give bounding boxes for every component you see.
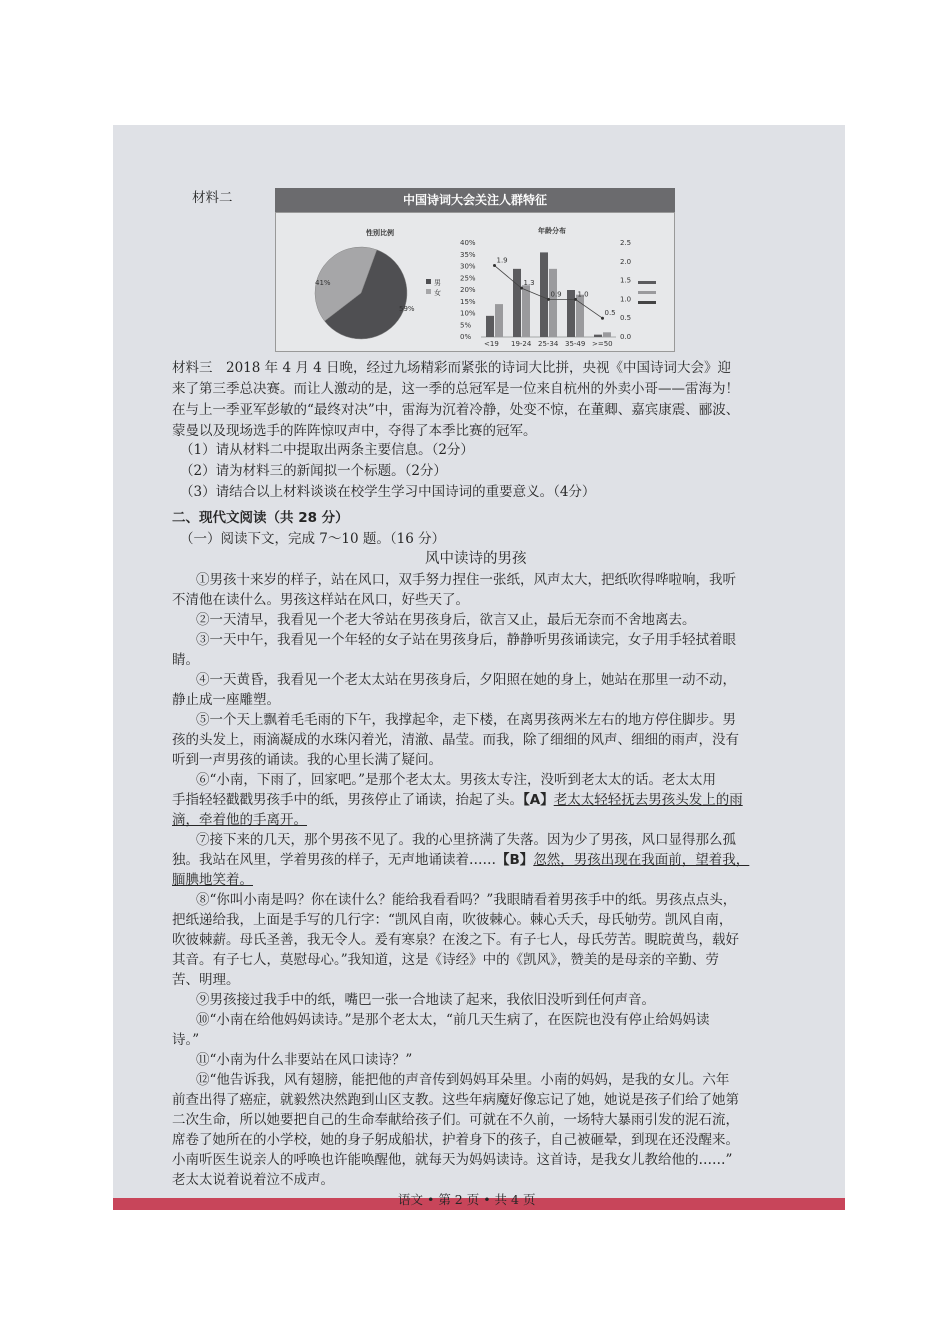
pie-label: 59%	[399, 305, 415, 313]
article-line: 二次生命，所以她要把自己的生命奉献给孩子们。可就在不久前，一场特大暴雨引发的泥石流，	[172, 1112, 739, 1128]
question-3: （3）请结合以上材料谈谈在校学生学习中国诗词的重要意义。（4分）	[180, 484, 596, 500]
bar-y-tick: 25%	[460, 274, 476, 283]
ratio-point-label: 1.9	[496, 256, 508, 265]
bar	[486, 316, 494, 337]
bar	[522, 285, 530, 337]
article-line: 老太太说着说着泣不成声。	[172, 1172, 334, 1188]
article-line: ⑦接下来的几天，那个男孩不见了。我的心里挤满了失落。因为少了男孩，风口显得那么孤	[196, 832, 736, 848]
marker-a: 【A】	[523, 792, 554, 808]
article-line: ⑤一个天上飘着毛毛雨的下午，我撑起伞，走下楼，在离男孩两米左右的地方停住脚步。男	[196, 712, 736, 728]
bar-y2-tick: 1.5	[620, 276, 632, 285]
article-line: ⑨男孩接过我手中的纸，嘴巴一张一合地读了起来，我依旧没听到任何声音。	[196, 992, 655, 1008]
bar-y2-tick: 0.0	[620, 333, 632, 341]
bar-y-tick: 20%	[460, 286, 476, 294]
article-line: ⑪“小南为什么非要站在风口读诗？”	[196, 1052, 413, 1068]
bar	[603, 332, 611, 337]
bar-y-tick: 35%	[460, 250, 476, 259]
bar	[549, 269, 557, 337]
bar-x-tick: 35-49	[565, 340, 586, 348]
bar-y-tick: 30%	[460, 262, 476, 271]
material2-label: 材料二	[192, 190, 233, 206]
bar	[567, 290, 575, 337]
article-line: 独。我站在风里，学着男孩的样子，无声地诵读着……	[172, 852, 496, 868]
charts-svg	[276, 213, 674, 351]
material3-line-1: 材料三 2018 年 4 月 4 日晚，经过九场精彩而紧张的诗词大比拼，央视《中国诗词大会》迎	[172, 360, 731, 376]
article-line: 吹彼棘薪。母氏圣善，我无令人。爰有寒泉？在浚之下。有子七人，母氏劳苦。睍睆黄鸟，载好	[172, 932, 739, 948]
article-line: ⑩“小南在给他妈妈读诗。”是那个老太太，“前几天生病了，在医院也没有停止给妈妈读	[196, 1012, 710, 1028]
article-line: ③一天中午，我看见一个年轻的女子站在男孩身后，静静听男孩诵读完，女子用手轻拭着眼	[196, 632, 736, 648]
question-1: （1）请从材料二中提取出两条主要信息。（2分）	[180, 442, 474, 458]
material3-line-2: 来了第三季总决赛。而让人激动的是，这一季的总冠军是一位来自杭州的外卖小哥——雷海为！	[172, 381, 739, 397]
pie-label: 41%	[315, 279, 331, 287]
article-line: 孩的头发上，雨滴凝成的水珠闪着光，清澈、晶莹。而我，除了细细的风声、细细的雨声，没有	[172, 732, 739, 748]
article-line: 席卷了她所在的小学校，她的身子躬成船状，护着身下的孩子，自己被砸晕，到现在还没醒来。	[172, 1132, 739, 1148]
bar	[513, 269, 521, 337]
article-line: 苦、明理。	[172, 972, 240, 988]
bar-y-tick: 10%	[460, 309, 476, 318]
bar-y2-tick: 2.0	[620, 257, 632, 266]
article-line: ①男孩十来岁的样子，站在风口，双手努力捏住一张纸，风声太大，把纸吹得哗啦响，我听	[196, 572, 736, 588]
bar	[540, 252, 548, 337]
bar-y-tick: 5%	[460, 321, 472, 330]
article-line: 静止成一座雕塑。	[172, 692, 280, 708]
question-2: （2）请为材料三的新闻拟一个标题。（2分）	[180, 463, 447, 479]
pie-legend-label: 男	[434, 279, 441, 287]
bar-title: 年龄分布	[538, 227, 566, 235]
article-line: 小南听医生说亲人的呼唤也许能唤醒他，就每天为妈妈读诗。这首诗，是我女儿教给他的……”	[172, 1152, 733, 1168]
article-line: 睛。	[172, 652, 199, 668]
article-line: 诗。”	[172, 1032, 200, 1048]
article-line: 腼腆地笑着。	[172, 872, 253, 888]
article-line: ⑫“他告诉我，风有翅膀，能把他的声音传到妈妈耳朵里。小南的妈妈，是我的女儿。六年	[196, 1072, 730, 1088]
bar	[594, 335, 602, 337]
article-line: 不清他在读什么。男孩这样站在风口，好些天了。	[172, 592, 469, 608]
article-line-with-marker-b	[172, 850, 749, 870]
bar-legend-swatch	[638, 291, 656, 294]
bar-x-tick: <19	[484, 340, 499, 348]
bar-x-tick: 19-24	[511, 340, 532, 348]
bar-legend-swatch	[638, 301, 656, 304]
bar-y2-tick: 1.0	[620, 295, 632, 304]
marker-a-text: 老太太轻轻抚去男孩头发上的雨	[553, 792, 743, 808]
pie-legend-swatch	[426, 279, 431, 284]
bar-y2-tick: 0.5	[620, 314, 632, 323]
bar-y-tick: 40%	[460, 239, 476, 247]
bar-x-tick: >=50	[592, 340, 613, 348]
article-line: 其音。有子七人，莫慰母心。”我知道，这是《诗经》中的《凯风》，赞美的是母亲的辛勤、劳	[172, 952, 719, 968]
ratio-point-label: 0.9	[550, 290, 562, 299]
bar-y-tick: 15%	[460, 297, 476, 306]
ratio-point-label: 0.5	[604, 309, 616, 318]
bar-y2-tick: 2.5	[620, 239, 632, 247]
article-line: ⑥“小南，下雨了，回家吧。”是那个老太太。男孩太专注，没听到老太太的话。老太太用	[196, 772, 717, 788]
ratio-point-label: 1.0	[577, 290, 589, 299]
article-line-with-marker-a	[172, 790, 743, 810]
marker-b-text: 忽然，男孩出现在我面前，望着我，	[533, 852, 750, 868]
article-line: ⑧“你叫小南是吗？你在读什么？能给我看看吗？”我眼睛看着男孩手中的纸。男孩点点头，	[196, 892, 737, 908]
bar-y-tick: 0%	[460, 333, 472, 341]
bar	[495, 304, 503, 337]
article-line: ④一天黄昏，我看见一个老太太站在男孩身后，夕阳照在她的身上，她站在那里一动不动，	[196, 672, 736, 688]
article-line: 听到一声男孩的诵读。我的心里长满了疑问。	[172, 752, 442, 768]
article-line: 滴，牵着他的手离开。	[172, 812, 307, 828]
pie-legend-label: 女	[434, 289, 441, 297]
material3-line-3: 在与上一季亚军彭敏的“最终对决”中，雷海为沉着冷静，处变不惊，在董卿、嘉宾康震、郦波、	[172, 402, 740, 418]
article-line: 把纸递给我，上面是手写的几行字：“凯风自南，吹彼棘心。棘心夭夭，母氏劬劳。凯风自南，	[172, 912, 733, 928]
page-footer: 语文 • 第 2 页 • 共 4 页	[398, 1192, 536, 1207]
article-title: 风中读诗的男孩	[425, 551, 527, 567]
ratio-point-label: 1.3	[523, 279, 535, 288]
bar-x-tick: 25-34	[538, 340, 559, 348]
chart-panel	[275, 212, 675, 352]
chart-banner: 中国诗词大会关注人群特征	[275, 188, 675, 212]
bar-legend-swatch	[638, 281, 656, 284]
pie-title: 性别比例	[366, 229, 394, 237]
article-line: ②一天清早，我看见一个老大爷站在男孩身后，欲言又止，最后无奈而不舍地离去。	[196, 612, 696, 628]
section-heading: 二、现代文阅读（共 28 分）	[172, 510, 349, 526]
pie-legend-swatch	[426, 289, 431, 294]
marker-b: 【B】	[496, 852, 534, 868]
material3-line-4: 蒙曼以及现场选手的阵阵惊叹声中，夺得了本季比赛的冠军。	[172, 423, 537, 439]
article-line: 前查出得了癌症，就毅然决然跑到山区支教。这些年病魔好像忘记了她，她说是孩子们给了她第	[172, 1092, 739, 1108]
subsection-instruction: （一）阅读下文，完成 7～10 题。（16 分）	[180, 531, 446, 547]
article-line: 手指轻轻戳戳男孩手中的纸，男孩停止了诵读，抬起了头。	[172, 792, 523, 808]
